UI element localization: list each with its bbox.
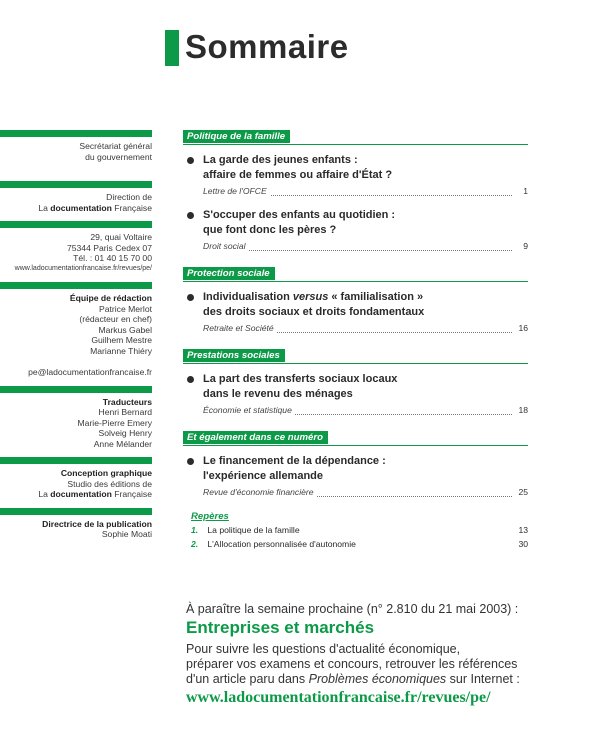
- page-number: 25: [518, 487, 528, 497]
- sidebar-divider: [0, 181, 152, 188]
- website-line[interactable]: www.ladocumentationfrancaise.fr/revues/pe/: [14, 264, 152, 272]
- phone-line: Tél. : 01 40 15 70 00: [73, 253, 152, 263]
- article-title: La part des transferts sociaux locaux dans le revenu des ménages: [203, 373, 398, 400]
- page-number: 9: [523, 241, 528, 251]
- article-source: Revue d'économie financière: [203, 487, 317, 497]
- redaction-member: (rédacteur en chef): [79, 314, 152, 324]
- section-egalement: [183, 425, 528, 501]
- page-number: 30: [518, 539, 528, 549]
- redaction-member: Patrice Merlot: [98, 303, 152, 314]
- section-header: Et également dans ce numéro: [183, 431, 328, 444]
- sidebar-divider: [0, 130, 152, 137]
- email-line[interactable]: pe@ladocumentationfrancaise.fr: [28, 367, 152, 377]
- article-source: Retraite et Société: [203, 323, 277, 333]
- page-title: Sommaire: [185, 28, 349, 65]
- website-link[interactable]: www.ladocumentationfrancaise.fr/revues/pe/: [186, 689, 491, 706]
- section-header: Prestations sociales: [183, 349, 285, 362]
- article-title: Individualisation versus « familialisation » des droits sociaux et droits fondamentaux: [203, 291, 425, 318]
- sidebar-divider: [0, 386, 152, 393]
- section-rule: [183, 445, 528, 447]
- traducteur: Marie-Pierre Emery: [77, 417, 152, 428]
- secretariat-line: Secrétariat général: [79, 141, 152, 151]
- footer-description: Pour suivre les questions d'actualité économique, préparer vos examens et concours, retrouver les références d'un article paru dans Problèmes économiques sur Internet :: [186, 642, 520, 686]
- direction-brand: La documentation Française: [38, 202, 152, 213]
- direction-line: Direction de: [106, 192, 152, 202]
- sidebar-directrice: [0, 508, 152, 540]
- traducteur: Henri Bernard: [98, 407, 152, 417]
- section-header: Protection sociale: [183, 267, 275, 280]
- article-source-row: [203, 186, 528, 200]
- address-line: 75344 Paris Cedex 07: [66, 242, 152, 253]
- article-source: Droit social: [203, 241, 249, 251]
- bullet-icon: [187, 376, 194, 383]
- article-title: S'occuper des enfants au quotidien : que font donc les pères ?: [203, 209, 396, 236]
- section-rule: [183, 363, 528, 365]
- redaction-member: Guilhem Mestre: [91, 335, 152, 345]
- traducteurs-heading: Traducteurs: [102, 396, 152, 407]
- page-number: 13: [518, 525, 528, 535]
- footer: [186, 602, 586, 707]
- reperes-label: La politique de la famille: [207, 525, 300, 535]
- conception-brand: La documentation Française: [38, 489, 152, 499]
- dot-leader: [203, 250, 512, 251]
- article-source: Lettre de l'OFCE: [203, 186, 270, 196]
- sidebar-redaction: [0, 282, 152, 378]
- sidebar-divider: [0, 457, 152, 464]
- traducteur: Solveig Henry: [98, 428, 152, 438]
- reperes-title: Repères: [191, 511, 229, 522]
- address-line: 29, quai Voltaire: [90, 232, 152, 242]
- article-source-row: [203, 487, 528, 501]
- sidebar-divider: [0, 508, 152, 515]
- reperes-item[interactable]: [191, 524, 528, 536]
- bullet-icon: [187, 294, 194, 301]
- sidebar-conception: [0, 457, 152, 500]
- reperes-section: [191, 511, 528, 550]
- sidebar-secretariat: [0, 130, 152, 162]
- reperes-item[interactable]: [191, 538, 528, 550]
- bullet-icon: [187, 212, 194, 219]
- sidebar-direction: [0, 181, 152, 213]
- directrice-heading: Directrice de la publication: [42, 518, 152, 529]
- page-number: 18: [518, 405, 528, 415]
- article-source-row: [203, 323, 528, 337]
- traducteur: Anne Mélander: [93, 438, 152, 449]
- title-accent-bar: [165, 30, 179, 66]
- sidebar-traducteurs: [0, 386, 152, 450]
- article-source-row: [203, 241, 528, 255]
- conception-heading: Conception graphique: [60, 468, 152, 478]
- article-entry[interactable]: [183, 372, 528, 419]
- article-title: Le financement de la dépendance : l'expérience allemande: [203, 455, 386, 482]
- article-entry[interactable]: [183, 454, 528, 501]
- article-entry[interactable]: [183, 208, 528, 255]
- reperes-number: 2.: [191, 539, 199, 549]
- bullet-icon: [187, 458, 194, 465]
- redaction-heading: Équipe de rédaction: [69, 293, 152, 303]
- section-rule: [183, 144, 528, 146]
- sidebar-address: [0, 221, 152, 274]
- section-prestations-sociales: [183, 343, 528, 419]
- article-source: Économie et statistique: [203, 405, 295, 415]
- sidebar-divider: [0, 282, 152, 289]
- article-source-row: [203, 405, 528, 419]
- table-of-contents: [183, 124, 528, 550]
- redaction-member: Markus Gabel: [98, 324, 152, 335]
- section-protection-sociale: [183, 261, 528, 337]
- title-block: [165, 30, 365, 66]
- directrice-name: Sophie Moati: [101, 529, 152, 539]
- sidebar: [0, 130, 152, 540]
- page-number: 16: [518, 323, 528, 333]
- article-title: La garde des jeunes enfants : affaire de femmes ou affaire d'État ?: [203, 154, 393, 181]
- secretariat-line: du gouvernement: [85, 151, 152, 162]
- conception-line: Studio des éditions de: [67, 478, 152, 489]
- page-number: 1: [523, 186, 528, 196]
- section-politique-famille: [183, 124, 528, 255]
- article-entry[interactable]: [183, 153, 528, 200]
- next-issue-announcement: À paraître la semaine prochaine (n° 2.810 du 21 mai 2003) :: [186, 602, 519, 616]
- reperes-number: 1.: [191, 525, 199, 535]
- section-header: Politique de la famille: [183, 130, 290, 143]
- reperes-label: L'Allocation personnalisée d'autonomie: [207, 539, 356, 549]
- redaction-member: Marianne Thiéry: [90, 345, 152, 356]
- sidebar-divider: [0, 221, 152, 228]
- next-issue-title: Entreprises et marchés: [186, 618, 375, 637]
- bullet-icon: [187, 157, 194, 164]
- section-rule: [183, 281, 528, 283]
- article-entry[interactable]: [183, 290, 528, 337]
